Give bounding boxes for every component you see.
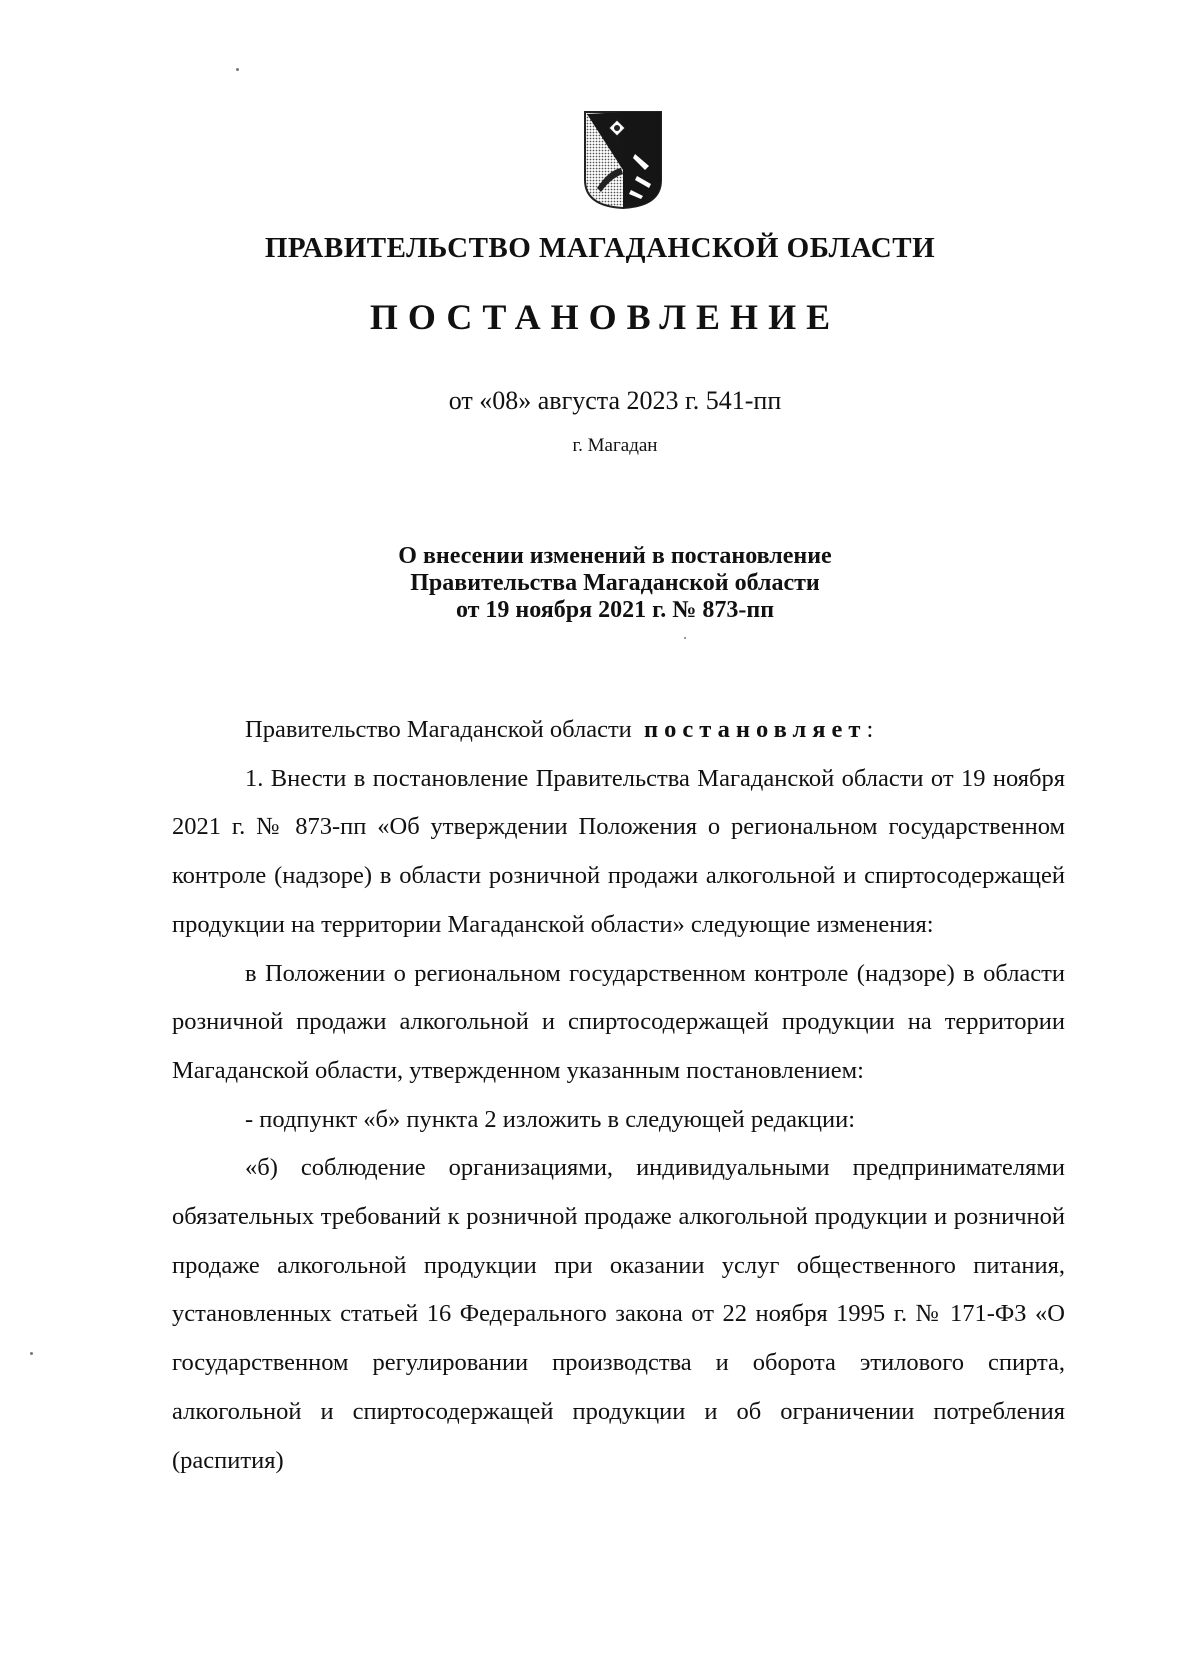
paragraph-2: в Положении о региональном государственном контроле (надзоре) в области розничной продажи алкогольной и спиртосодержащей продукции на территории Магаданской области, утвержденном указанным постановлением:: [172, 959, 1065, 1084]
intro-prefix: Правительство Магаданской области: [245, 716, 632, 743]
intro-paragraph: [172, 706, 1065, 755]
subject-line: О внесении изменений в постановление: [398, 543, 832, 569]
decree-word: постановляет: [644, 716, 867, 743]
scan-speck: [30, 1352, 33, 1355]
intro-suffix: :: [866, 716, 874, 743]
document-subject: [0, 543, 1200, 624]
magadan-coat-of-arms-icon: [583, 110, 663, 210]
organization-title: ПРАВИТЕЛЬСТВО МАГАДАНСКОЙ ОБЛАСТИ: [264, 232, 936, 264]
paragraph-4: «б) соблюдение организациями, индивидуальными предпринимателями обязательных требований к розничной продаже алкогольной продукции и розничной продаже алкогольной продукции при оказании услуг общественного питания, установленных статьей 16 Федерального закона от 22 ноября 1995 г. № 171-ФЗ «О государственном регулировании производства и оборота этилового спирта, алкогольной и спиртосодержащей продукции и об ограничении потребления (распития): [172, 1154, 1065, 1474]
document-body: [172, 706, 1065, 1485]
document-date-number: от «08» августа 2023 г. 541-пп: [448, 386, 782, 415]
paragraph-3: - подпункт «б» пункта 2 изложить в следующей редакции:: [245, 1105, 856, 1133]
scan-speck: [236, 68, 239, 71]
paragraph-1: 1. Внести в постановление Правительства Магаданской области от 19 ноября 2021 г. № 873-пп «Об утверждении Положения о региональном государственном контроле (надзоре) в области розничной продажи алкогольной и спиртосодержащей продукции на территории Магаданской области» следующие изменения:: [172, 764, 1065, 938]
subject-line: от 19 ноября 2021 г. № 873-пп: [455, 597, 775, 623]
document-type-heading: ПОСТАНОВЛЕНИЕ: [369, 297, 841, 337]
document-city: г. Магадан: [572, 435, 658, 456]
subject-line: Правительства Магаданской области: [410, 570, 820, 596]
scan-speck: [684, 637, 686, 639]
